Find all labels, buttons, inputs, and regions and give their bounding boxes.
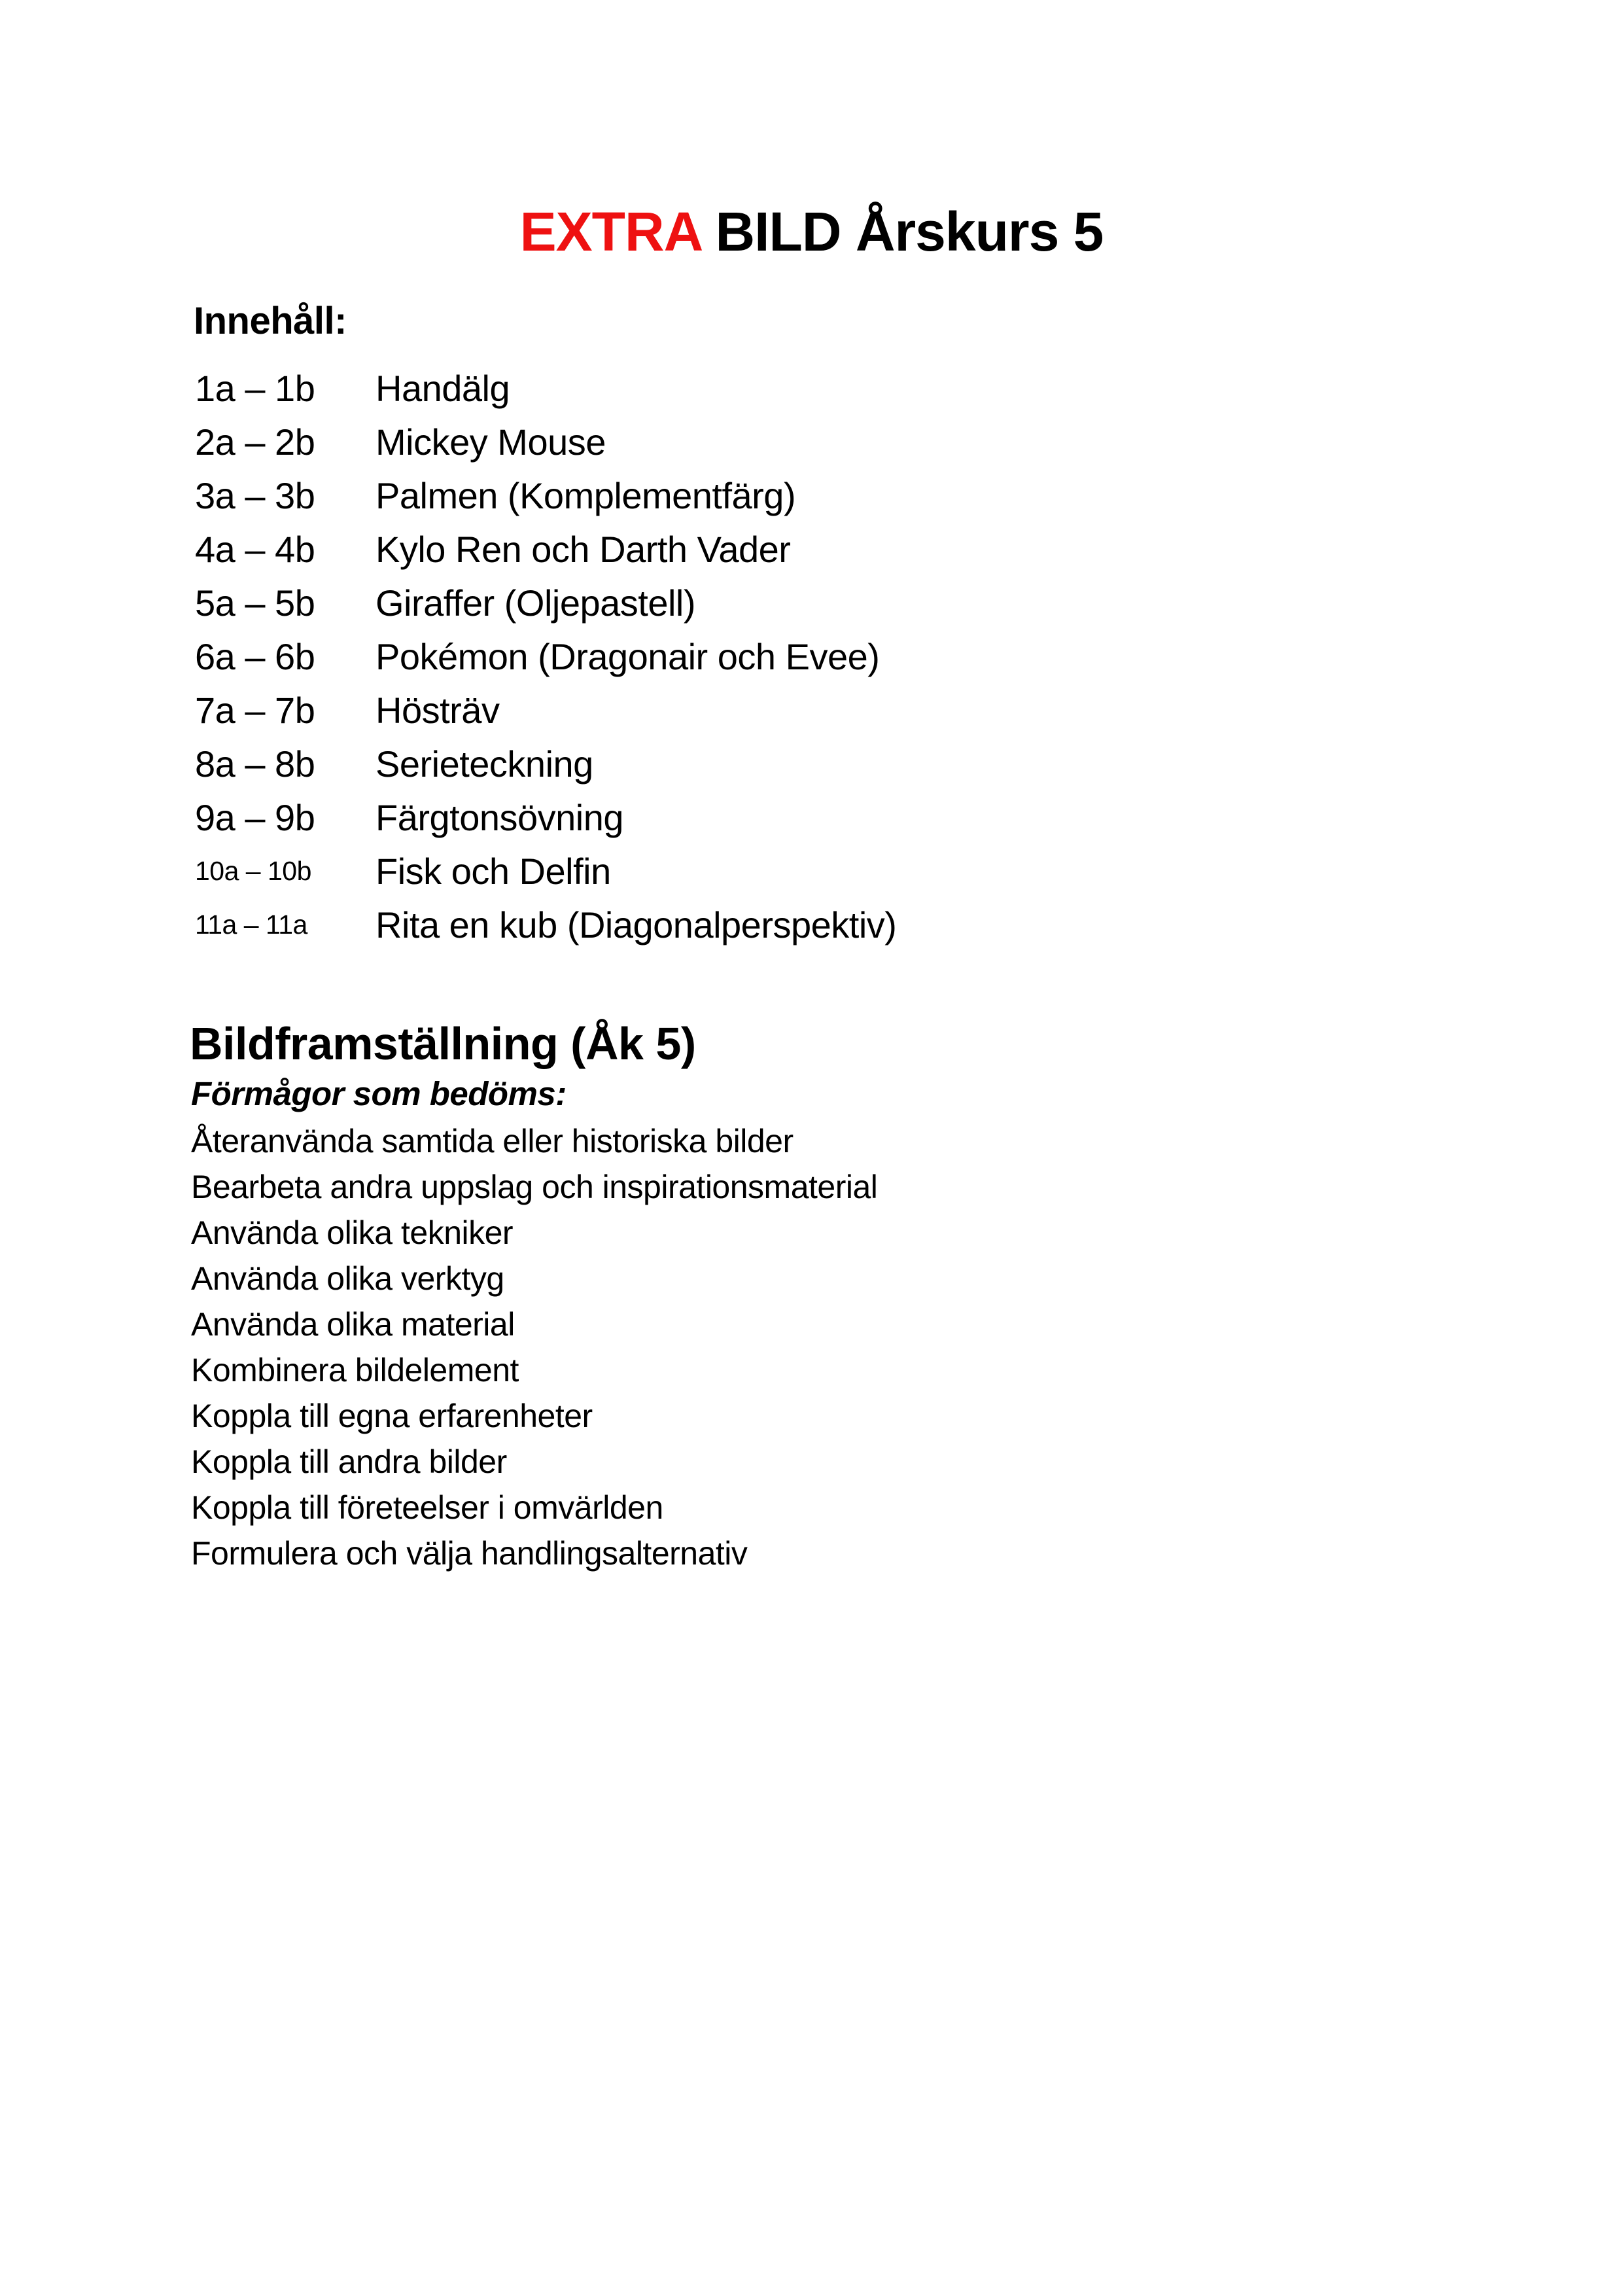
assessment-subheading: Förmågor som bedöms: — [191, 1075, 567, 1112]
toc-item-range: 10a – 10b — [195, 855, 311, 886]
skill-item: Kombinera bildelement — [191, 1352, 519, 1388]
toc-list — [195, 361, 896, 951]
toc-row — [195, 522, 896, 576]
skill-item: Använda olika verktyg — [191, 1260, 504, 1297]
toc-row — [195, 790, 896, 844]
page-title-rest: BILD Årskurs 5 — [701, 201, 1104, 262]
toc-item-label: Serieteckning — [375, 743, 593, 785]
toc-item-range: 5a – 5b — [195, 582, 315, 624]
page-title-highlight: EXTRA — [519, 201, 701, 262]
toc-row — [195, 737, 896, 790]
toc-item-label: Handälg — [375, 367, 510, 409]
skill-item: Återanvända samtida eller historiska bilder — [191, 1123, 794, 1159]
skill-item: Formulera och välja handlingsalternativ — [191, 1535, 748, 1572]
toc-row — [195, 844, 896, 898]
skill-item: Koppla till egna erfarenheter — [191, 1398, 593, 1434]
toc-item-label: Färgtonsövning — [375, 796, 624, 838]
skill-item: Använda olika material — [191, 1306, 515, 1343]
toc-item-label: Hösträv — [375, 689, 500, 731]
toc-item-label: Giraffer (Oljepastell) — [375, 582, 696, 624]
toc-item-range: 3a – 3b — [195, 474, 315, 516]
toc-item-label: Rita en kub (Diagonalperspektiv) — [375, 904, 897, 945]
skill-item: Bearbeta andra uppslag och inspirationsmaterial — [191, 1169, 878, 1205]
toc-row — [195, 361, 896, 415]
skill-item: Koppla till företeelser i omvärlden — [191, 1489, 663, 1526]
assessment-heading: Bildframställning (Åk 5) — [190, 1018, 696, 1069]
toc-item-range: 7a – 7b — [195, 689, 315, 731]
toc-item-label: Pokémon (Dragonair och Evee) — [375, 635, 880, 677]
toc-row — [195, 576, 896, 629]
toc-row — [195, 898, 896, 951]
toc-item-label: Palmen (Komplementfärg) — [375, 474, 796, 516]
page-title — [0, 200, 1623, 264]
toc-row — [195, 629, 896, 683]
toc-item-range: 9a – 9b — [195, 796, 315, 838]
toc-item-label: Mickey Mouse — [375, 421, 606, 463]
toc-item-label: Kylo Ren och Darth Vader — [375, 528, 791, 570]
toc-row — [195, 468, 896, 522]
skills-list — [191, 1118, 877, 1576]
toc-item-range: 4a – 4b — [195, 528, 315, 570]
skill-item: Använda olika tekniker — [191, 1214, 514, 1251]
toc-item-range: 11a – 11a — [195, 909, 307, 940]
toc-item-range: 6a – 6b — [195, 635, 315, 677]
toc-item-range: 1a – 1b — [195, 367, 315, 409]
toc-item-range: 8a – 8b — [195, 743, 315, 785]
skill-item: Koppla till andra bilder — [191, 1443, 507, 1480]
toc-row — [195, 415, 896, 468]
toc-heading: Innehåll: — [194, 300, 347, 342]
toc-item-range: 2a – 2b — [195, 421, 315, 463]
toc-item-label: Fisk och Delfin — [375, 850, 611, 892]
toc-row — [195, 683, 896, 737]
